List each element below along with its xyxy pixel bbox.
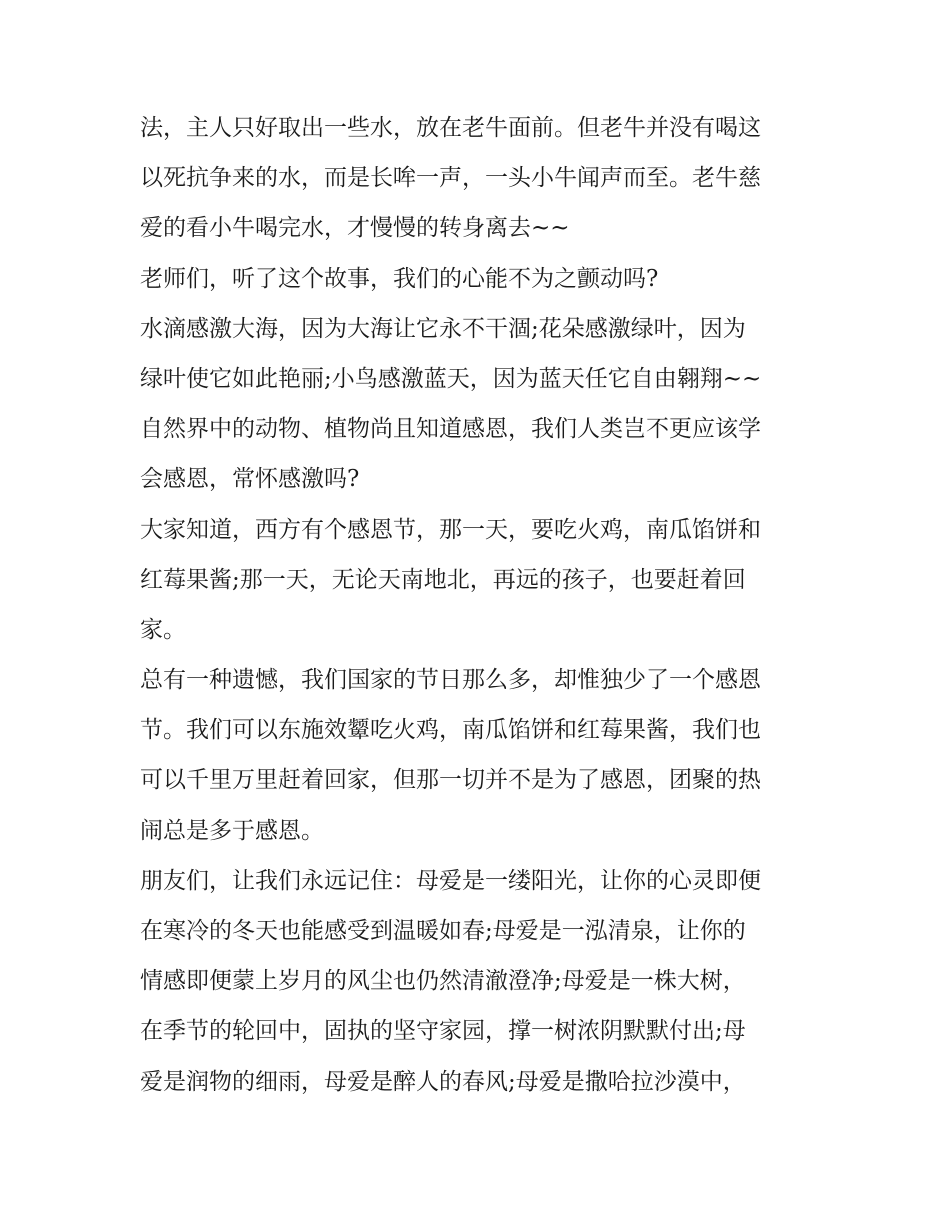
text-line: 水滴感激大海，因为大海让它永不干涸;花朵感激绿叶，因为 <box>140 315 746 342</box>
text-line: 法，主人只好取出一些水，放在老牛面前。但老牛并没有喝这 <box>140 115 761 141</box>
text-line: 在寒冷的冬天也能感受到温暖如春;母爱是一泓清泉，让你的 <box>140 918 746 944</box>
text-line: 节。我们可以东施效颦吃火鸡，南瓜馅饼和红莓果酱，我们也 <box>140 717 761 744</box>
text-line: 家。 <box>140 616 186 643</box>
text-line: 爱是润物的细雨，母爱是醉人的春风;母爱是撒哈拉沙漠中， <box>140 1068 746 1095</box>
text-line: 会感恩，常怀感激吗? <box>140 466 360 493</box>
text-line: 闹总是多于感恩。 <box>140 817 324 844</box>
document-body <box>140 103 820 1107</box>
text-line: 爱的看小牛喝完水，才慢慢的转身离去~~ <box>140 215 570 242</box>
text-line: 自然界中的动物、植物尚且知道感恩，我们人类岂不更应该学 <box>140 416 761 443</box>
text-line: 老师们，听了这个故事，我们的心能不为之颤动吗? <box>140 265 659 292</box>
text-line: 大家知道，西方有个感恩节，那一天，要吃火鸡，南瓜馅饼和 <box>140 516 761 543</box>
text-line: 绿叶使它如此艳丽;小鸟感激蓝天，因为蓝天任它自由翱翔~~ <box>140 365 762 392</box>
text-line: 朋友们，让我们永远记住：母爱是一缕阳光，让你的心灵即便 <box>140 867 761 894</box>
text-line: 在季节的轮回中，固执的坚守家园，撑一树浓阴默默付出;母 <box>140 1018 746 1045</box>
text-line: 以死抗争来的水，而是长哞一声，一头小牛闻声而至。老牛慈 <box>140 165 761 192</box>
text-line: 可以千里万里赶着回家，但那一切并不是为了感恩，团聚的热 <box>140 767 761 794</box>
text-line: 总有一种遗憾，我们国家的节日那么多，却惟独少了一个感恩 <box>140 667 761 694</box>
text-line: 情感即便蒙上岁月的风尘也仍然清澈澄净;母爱是一株大树， <box>140 968 746 995</box>
text-line: 红莓果酱;那一天，无论天南地北，再远的孩子，也要赶着回 <box>140 566 746 593</box>
